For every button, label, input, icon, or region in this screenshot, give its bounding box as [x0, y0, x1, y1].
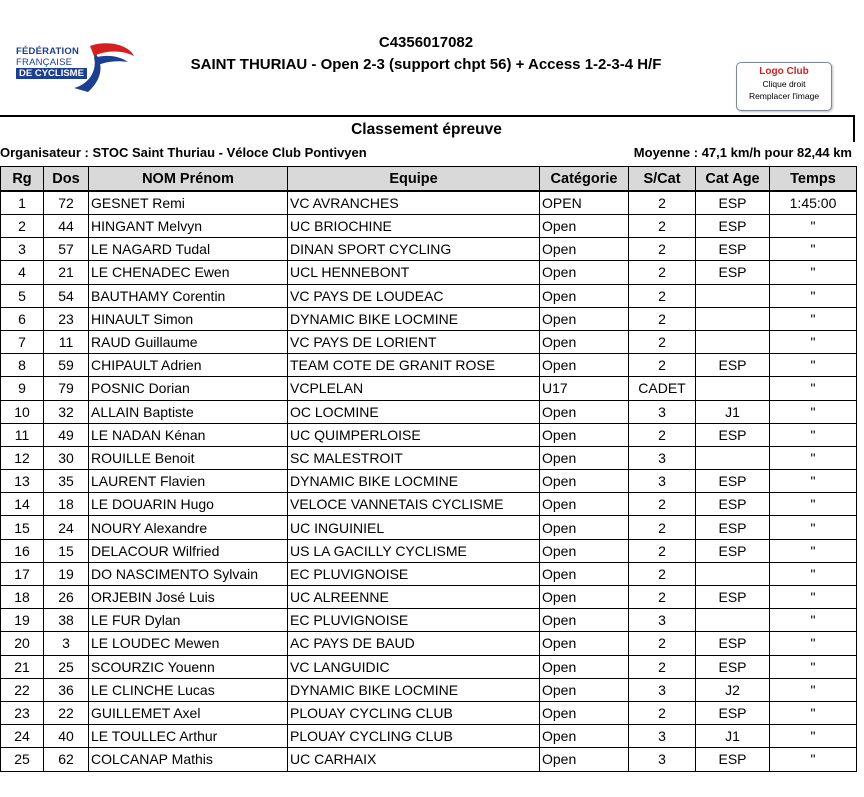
time-cell: " — [770, 678, 857, 701]
bib-cell: 3 — [44, 632, 89, 655]
team-cell: PLOUAY CYCLING CLUB — [288, 725, 540, 748]
category-cell: Open — [540, 586, 629, 609]
team-cell: VELOCE VANNETAIS CYCLISME — [288, 493, 540, 516]
bib-cell: 23 — [44, 307, 89, 330]
club-logo-line2: Clique droit — [762, 79, 806, 89]
table-row — [1, 377, 857, 400]
age-category-cell — [696, 562, 770, 585]
table-row — [1, 609, 857, 632]
rider-name-cell: SCOURZIC Youenn — [89, 655, 288, 678]
results-table — [0, 166, 857, 772]
table-row — [1, 655, 857, 678]
category-cell: Open — [540, 284, 629, 307]
organisateur: Organisateur : STOC Saint Thuriau - Véloce Club Pontivyen — [0, 145, 367, 160]
bib-cell: 54 — [44, 284, 89, 307]
subcategory-cell: 3 — [629, 748, 696, 771]
bib-cell: 44 — [44, 215, 89, 238]
age-category-cell — [696, 446, 770, 469]
time-cell: " — [770, 446, 857, 469]
team-cell: VCPLELAN — [288, 377, 540, 400]
race-code: C4356017082 — [378, 34, 474, 51]
time-cell: " — [770, 307, 857, 330]
age-category-cell — [696, 377, 770, 400]
time-cell: " — [770, 354, 857, 377]
subcategory-cell: 2 — [629, 238, 696, 261]
table-row — [1, 586, 857, 609]
subcategory-cell: 3 — [629, 725, 696, 748]
moyenne: Moyenne : 47,1 km/h pour 82,44 km — [633, 145, 852, 160]
col-header-rg: Rg — [1, 167, 44, 192]
category-cell: Open — [540, 423, 629, 446]
age-category-cell: ESP — [696, 470, 770, 493]
table-row — [1, 516, 857, 539]
category-cell: Open — [540, 678, 629, 701]
table-row — [1, 701, 857, 724]
subcategory-cell: 2 — [629, 191, 696, 215]
col-header-nom: NOM Prénom — [89, 167, 288, 192]
subcategory-cell: 3 — [629, 400, 696, 423]
category-cell: Open — [540, 748, 629, 771]
rider-name-cell: LE FUR Dylan — [89, 609, 288, 632]
age-category-cell — [696, 609, 770, 632]
category-cell: Open — [540, 330, 629, 353]
age-category-cell: ESP — [696, 516, 770, 539]
category-cell: Open — [540, 446, 629, 469]
rider-name-cell: COLCANAP Mathis — [89, 748, 288, 771]
rider-name-cell: LE TOULLEC Arthur — [89, 725, 288, 748]
category-cell: Open — [540, 215, 629, 238]
rider-name-cell: DO NASCIMENTO Sylvain — [89, 562, 288, 585]
rank-cell: 17 — [1, 562, 44, 585]
bib-cell: 24 — [44, 516, 89, 539]
rank-cell: 23 — [1, 701, 44, 724]
rider-name-cell: RAUD Guillaume — [89, 330, 288, 353]
rider-name-cell: GUILLEMET Axel — [89, 701, 288, 724]
time-cell: " — [770, 470, 857, 493]
rank-cell: 10 — [1, 400, 44, 423]
bib-cell: 40 — [44, 725, 89, 748]
rank-cell: 11 — [1, 423, 44, 446]
rider-name-cell: LE NAGARD Tudal — [89, 238, 288, 261]
age-category-cell: ESP — [696, 354, 770, 377]
category-cell: Open — [540, 493, 629, 516]
time-cell: " — [770, 516, 857, 539]
ffc-logo-line2: FRANÇAISE — [16, 57, 73, 68]
rank-cell: 6 — [1, 307, 44, 330]
table-row — [1, 539, 857, 562]
rider-name-cell: ORJEBIN José Luis — [89, 586, 288, 609]
category-cell: U17 — [540, 377, 629, 400]
col-header-equipe: Equipe — [288, 167, 540, 192]
table-row — [1, 191, 857, 215]
table-row — [1, 400, 857, 423]
age-category-cell — [696, 284, 770, 307]
category-cell: Open — [540, 516, 629, 539]
time-cell: " — [770, 586, 857, 609]
team-cell: UC INGUINIEL — [288, 516, 540, 539]
age-category-cell: J1 — [696, 400, 770, 423]
rank-cell: 19 — [1, 609, 44, 632]
bib-cell: 11 — [44, 330, 89, 353]
bib-cell: 19 — [44, 562, 89, 585]
category-cell: Open — [540, 562, 629, 585]
bib-cell: 79 — [44, 377, 89, 400]
club-logo-placeholder[interactable] — [736, 62, 832, 111]
table-row — [1, 493, 857, 516]
team-cell: EC PLUVIGNOISE — [288, 609, 540, 632]
table-row — [1, 748, 857, 771]
time-cell: " — [770, 493, 857, 516]
rank-cell: 16 — [1, 539, 44, 562]
subcategory-cell: 2 — [629, 516, 696, 539]
category-cell: Open — [540, 725, 629, 748]
table-row — [1, 632, 857, 655]
age-category-cell: ESP — [696, 632, 770, 655]
club-logo-line1: Logo Club — [759, 66, 809, 77]
bib-cell: 32 — [44, 400, 89, 423]
rank-cell: 14 — [1, 493, 44, 516]
subcategory-cell: 2 — [629, 261, 696, 284]
category-cell: Open — [540, 354, 629, 377]
bib-cell: 15 — [44, 539, 89, 562]
team-cell: SC MALESTROIT — [288, 446, 540, 469]
time-cell: " — [770, 655, 857, 678]
team-cell: UC ALREENNE — [288, 586, 540, 609]
rank-cell: 12 — [1, 446, 44, 469]
category-cell: Open — [540, 307, 629, 330]
team-cell: TEAM COTE DE GRANIT ROSE — [288, 354, 540, 377]
age-category-cell — [696, 330, 770, 353]
time-cell: " — [770, 238, 857, 261]
bib-cell: 22 — [44, 701, 89, 724]
rank-cell: 8 — [1, 354, 44, 377]
table-row — [1, 470, 857, 493]
rank-cell: 18 — [1, 586, 44, 609]
time-cell: " — [770, 400, 857, 423]
category-cell: Open — [540, 238, 629, 261]
bib-cell: 18 — [44, 493, 89, 516]
table-row — [1, 562, 857, 585]
team-cell: UC BRIOCHINE — [288, 215, 540, 238]
time-cell: 1:45:00 — [770, 191, 857, 215]
bib-cell: 72 — [44, 191, 89, 215]
time-cell: " — [770, 215, 857, 238]
rider-name-cell: GESNET Remi — [89, 191, 288, 215]
bib-cell: 35 — [44, 470, 89, 493]
age-category-cell: ESP — [696, 261, 770, 284]
rider-name-cell: DELACOUR Wilfried — [89, 539, 288, 562]
subcategory-cell: 2 — [629, 655, 696, 678]
subcategory-cell: 3 — [629, 470, 696, 493]
age-category-cell: ESP — [696, 701, 770, 724]
age-category-cell: ESP — [696, 191, 770, 215]
rider-name-cell: LE CLINCHE Lucas — [89, 678, 288, 701]
age-category-cell: J1 — [696, 725, 770, 748]
section-title: Classement épreuve — [0, 115, 855, 142]
bib-cell: 49 — [44, 423, 89, 446]
rank-cell: 24 — [1, 725, 44, 748]
bib-cell: 59 — [44, 354, 89, 377]
team-cell: DYNAMIC BIKE LOCMINE — [288, 470, 540, 493]
subcategory-cell: 2 — [629, 539, 696, 562]
team-cell: OC LOCMINE — [288, 400, 540, 423]
subcategory-cell: CADET — [629, 377, 696, 400]
age-category-cell: ESP — [696, 586, 770, 609]
rider-name-cell: LE DOUARIN Hugo — [89, 493, 288, 516]
team-cell: VC PAYS DE LOUDEAC — [288, 284, 540, 307]
bib-cell: 25 — [44, 655, 89, 678]
rider-name-cell: LE LOUDEC Mewen — [89, 632, 288, 655]
subcategory-cell: 3 — [629, 678, 696, 701]
table-row — [1, 446, 857, 469]
table-row — [1, 307, 857, 330]
club-logo-line3: Remplacer l'image — [748, 91, 820, 101]
table-row — [1, 725, 857, 748]
rank-cell: 13 — [1, 470, 44, 493]
rank-cell: 4 — [1, 261, 44, 284]
ffc-logo-line3: DE CYCLISME — [16, 68, 87, 79]
table-row — [1, 423, 857, 446]
age-category-cell: ESP — [696, 539, 770, 562]
age-category-cell: ESP — [696, 215, 770, 238]
team-cell: PLOUAY CYCLING CLUB — [288, 701, 540, 724]
category-cell: Open — [540, 261, 629, 284]
category-cell: OPEN — [540, 191, 629, 215]
race-title: SAINT THURIAU - Open 2-3 (support chpt 56) + Access 1-2-3-4 H/F — [190, 56, 662, 73]
rider-name-cell: LE NADAN Kénan — [89, 423, 288, 446]
rank-cell: 3 — [1, 238, 44, 261]
age-category-cell — [696, 307, 770, 330]
subcategory-cell: 2 — [629, 493, 696, 516]
rider-name-cell: POSNIC Dorian — [89, 377, 288, 400]
age-category-cell: ESP — [696, 493, 770, 516]
time-cell: " — [770, 725, 857, 748]
age-category-cell: J2 — [696, 678, 770, 701]
team-cell: UC QUIMPERLOISE — [288, 423, 540, 446]
rank-cell: 2 — [1, 215, 44, 238]
col-header-catage: Cat Age — [696, 167, 770, 192]
time-cell: " — [770, 609, 857, 632]
rank-cell: 25 — [1, 748, 44, 771]
results-body — [1, 191, 857, 771]
rank-cell: 22 — [1, 678, 44, 701]
rider-name-cell: LE CHENADEC Ewen — [89, 261, 288, 284]
category-cell: Open — [540, 609, 629, 632]
bib-cell: 62 — [44, 748, 89, 771]
team-cell: DYNAMIC BIKE LOCMINE — [288, 678, 540, 701]
team-cell: DYNAMIC BIKE LOCMINE — [288, 307, 540, 330]
rank-cell: 1 — [1, 191, 44, 215]
rider-name-cell: HINAULT Simon — [89, 307, 288, 330]
col-header-categorie: Catégorie — [540, 167, 629, 192]
time-cell: " — [770, 701, 857, 724]
rider-name-cell: BAUTHAMY Corentin — [89, 284, 288, 307]
col-header-temps: Temps — [770, 167, 857, 192]
bib-cell: 38 — [44, 609, 89, 632]
bib-cell: 21 — [44, 261, 89, 284]
team-cell: EC PLUVIGNOISE — [288, 562, 540, 585]
time-cell: " — [770, 748, 857, 771]
time-cell: " — [770, 539, 857, 562]
team-cell: VC PAYS DE LORIENT — [288, 330, 540, 353]
rank-cell: 21 — [1, 655, 44, 678]
rider-name-cell: LAURENT Flavien — [89, 470, 288, 493]
subcategory-cell: 2 — [629, 215, 696, 238]
time-cell: " — [770, 330, 857, 353]
team-cell: UCL HENNEBONT — [288, 261, 540, 284]
team-cell: VC LANGUIDIC — [288, 655, 540, 678]
rank-cell: 5 — [1, 284, 44, 307]
subcategory-cell: 2 — [629, 423, 696, 446]
col-header-scat: S/Cat — [629, 167, 696, 192]
subcategory-cell: 2 — [629, 307, 696, 330]
table-row — [1, 261, 857, 284]
age-category-cell: ESP — [696, 748, 770, 771]
subcategory-cell: 2 — [629, 701, 696, 724]
table-row — [1, 354, 857, 377]
time-cell: " — [770, 423, 857, 446]
rider-name-cell: HINGANT Melvyn — [89, 215, 288, 238]
age-category-cell: ESP — [696, 238, 770, 261]
rider-name-cell: NOURY Alexandre — [89, 516, 288, 539]
subcategory-cell: 2 — [629, 586, 696, 609]
rider-name-cell: ALLAIN Baptiste — [89, 400, 288, 423]
ffc-logo-line1: FÉDÉRATION — [16, 46, 80, 57]
bib-cell: 57 — [44, 238, 89, 261]
subcategory-cell: 2 — [629, 354, 696, 377]
bib-cell: 26 — [44, 586, 89, 609]
subcategory-cell: 2 — [629, 562, 696, 585]
time-cell: " — [770, 284, 857, 307]
subcategory-cell: 3 — [629, 446, 696, 469]
team-cell: DINAN SPORT CYCLING — [288, 238, 540, 261]
table-row — [1, 678, 857, 701]
rider-name-cell: CHIPAULT Adrien — [89, 354, 288, 377]
time-cell: " — [770, 562, 857, 585]
time-cell: " — [770, 261, 857, 284]
subcategory-cell: 3 — [629, 609, 696, 632]
subcategory-cell: 2 — [629, 632, 696, 655]
team-cell: US LA GACILLY CYCLISME — [288, 539, 540, 562]
team-cell: VC AVRANCHES — [288, 191, 540, 215]
team-cell: AC PAYS DE BAUD — [288, 632, 540, 655]
team-cell: UC CARHAIX — [288, 748, 540, 771]
rank-cell: 7 — [1, 330, 44, 353]
table-row — [1, 330, 857, 353]
category-cell: Open — [540, 701, 629, 724]
category-cell: Open — [540, 632, 629, 655]
table-header-row — [1, 167, 857, 192]
bib-cell: 36 — [44, 678, 89, 701]
rank-cell: 20 — [1, 632, 44, 655]
bib-cell: 30 — [44, 446, 89, 469]
table-row — [1, 238, 857, 261]
subcategory-cell: 2 — [629, 284, 696, 307]
col-header-dos: Dos — [44, 167, 89, 192]
rank-cell: 9 — [1, 377, 44, 400]
category-cell: Open — [540, 470, 629, 493]
time-cell: " — [770, 632, 857, 655]
rider-name-cell: ROUILLE Benoit — [89, 446, 288, 469]
age-category-cell: ESP — [696, 423, 770, 446]
rank-cell: 15 — [1, 516, 44, 539]
subcategory-cell: 2 — [629, 330, 696, 353]
table-row — [1, 215, 857, 238]
category-cell: Open — [540, 655, 629, 678]
category-cell: Open — [540, 400, 629, 423]
age-category-cell: ESP — [696, 655, 770, 678]
table-row — [1, 284, 857, 307]
time-cell: " — [770, 377, 857, 400]
category-cell: Open — [540, 539, 629, 562]
